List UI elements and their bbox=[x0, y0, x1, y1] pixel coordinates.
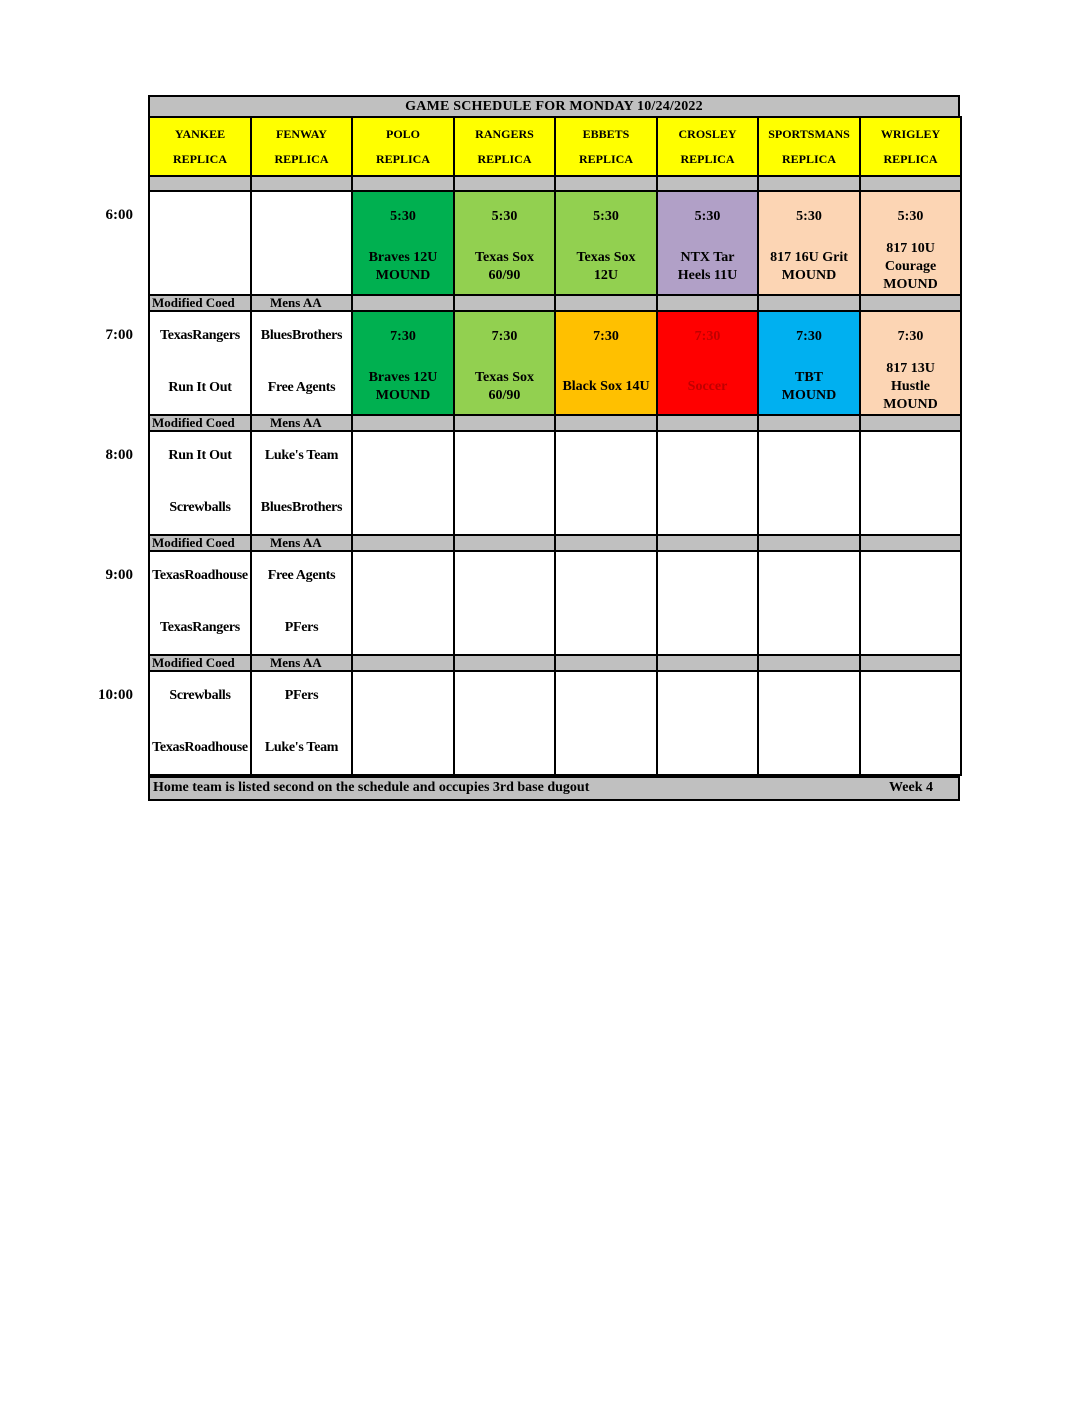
field-subtitle: REPLICA bbox=[680, 151, 735, 166]
team-cell bbox=[148, 670, 252, 776]
field-header bbox=[351, 116, 455, 177]
slot-time: 7:30 bbox=[593, 329, 619, 344]
field-subtitle: REPLICA bbox=[883, 151, 938, 166]
slot-game: Texas Sox 60/90 bbox=[474, 370, 534, 403]
slot-game: Texas Sox 12U bbox=[576, 250, 636, 283]
away-team: Run It Out bbox=[168, 448, 232, 463]
field-header bbox=[453, 116, 556, 177]
field-name: FENWAY bbox=[276, 126, 327, 141]
field-subtitle: REPLICA bbox=[781, 151, 836, 166]
empty-slot bbox=[656, 550, 759, 656]
team-cell bbox=[148, 430, 252, 536]
home-team: Luke's Team bbox=[264, 740, 339, 755]
game-slot bbox=[351, 310, 455, 416]
field-subtitle: REPLICA bbox=[578, 151, 633, 166]
game-slot bbox=[656, 310, 759, 416]
field-name: RANGERS bbox=[475, 126, 534, 141]
slot-time: 5:30 bbox=[390, 209, 416, 224]
empty-slot bbox=[351, 670, 455, 776]
slot-game: Texas Sox 60/90 bbox=[474, 250, 534, 283]
empty-slot bbox=[554, 670, 658, 776]
home-team: Blues Brothers bbox=[260, 500, 343, 515]
league-label-coed: Modified Coed bbox=[148, 534, 252, 552]
team-cell bbox=[148, 550, 252, 656]
league-label-mens: Mens AA bbox=[250, 294, 353, 312]
slot-game: 817 16U Grit MOUND bbox=[770, 250, 848, 283]
slot-game: Braves 12U MOUND bbox=[368, 250, 438, 283]
league-label-mens: Mens AA bbox=[250, 414, 353, 432]
league-label-coed: Modified Coed bbox=[148, 414, 252, 432]
field-header bbox=[250, 116, 353, 177]
team-cell bbox=[148, 310, 252, 416]
game-slot bbox=[351, 190, 455, 296]
away-team bbox=[252, 196, 351, 236]
slot-time: 5:30 bbox=[897, 209, 924, 224]
field-name: CROSLEY bbox=[678, 126, 737, 141]
team-cell bbox=[148, 190, 252, 296]
week-label: Week 4 bbox=[889, 780, 933, 795]
team-cell bbox=[250, 310, 353, 416]
game-slot bbox=[453, 310, 556, 416]
team-cell bbox=[250, 670, 353, 776]
time-label: 7:00 bbox=[105, 327, 133, 343]
slot-time: 5:30 bbox=[694, 209, 721, 224]
slot-time: 7:30 bbox=[694, 329, 721, 344]
field-header bbox=[757, 116, 861, 177]
slot-time: 7:30 bbox=[897, 329, 924, 344]
team-cell bbox=[250, 430, 353, 536]
empty-slot bbox=[554, 550, 658, 656]
field-header bbox=[148, 116, 252, 177]
away-team: Texas Rangers bbox=[160, 328, 240, 343]
slot-game: 817 10U Courage MOUND bbox=[883, 241, 938, 292]
game-slot bbox=[554, 190, 658, 296]
away-team: PFers bbox=[284, 688, 319, 703]
slot-game: Soccer bbox=[687, 379, 728, 394]
empty-slot bbox=[859, 430, 962, 536]
away-team: Texas Roadhouse bbox=[152, 568, 248, 583]
schedule-footer bbox=[148, 776, 960, 801]
field-subtitle: REPLICA bbox=[477, 151, 532, 166]
empty-slot bbox=[453, 430, 556, 536]
time-label: 6:00 bbox=[105, 207, 133, 223]
empty-slot bbox=[757, 670, 861, 776]
field-subtitle: REPLICA bbox=[375, 151, 430, 166]
field-header bbox=[554, 116, 658, 177]
empty-slot bbox=[453, 670, 556, 776]
field-name: SPORTSMANS bbox=[768, 126, 850, 141]
empty-slot bbox=[757, 430, 861, 536]
home-team bbox=[252, 248, 351, 288]
empty-slot bbox=[351, 550, 455, 656]
home-team bbox=[150, 248, 250, 288]
game-slot bbox=[859, 190, 962, 296]
field-subtitle: REPLICA bbox=[172, 151, 227, 166]
schedule-title: GAME SCHEDULE FOR MONDAY 10/24/2022 bbox=[148, 95, 960, 118]
slot-game: 817 13U Hustle MOUND bbox=[883, 361, 938, 412]
empty-slot bbox=[351, 430, 455, 536]
away-team: Luke's Team bbox=[264, 448, 339, 463]
slot-time: 7:30 bbox=[491, 329, 518, 344]
field-name: WRIGLEY bbox=[880, 126, 941, 141]
footer-note: Home team is listed second on the schedule and occupies 3rd base dugout bbox=[153, 780, 590, 795]
slot-time: 5:30 bbox=[796, 209, 822, 224]
time-label: 8:00 bbox=[105, 447, 133, 463]
game-slot bbox=[757, 190, 861, 296]
time-label: 10:00 bbox=[98, 687, 133, 703]
empty-slot bbox=[859, 550, 962, 656]
empty-slot bbox=[554, 430, 658, 536]
field-subtitle: REPLICA bbox=[274, 151, 329, 166]
empty-slot bbox=[859, 670, 962, 776]
game-schedule-table bbox=[98, 95, 960, 801]
slot-time: 7:30 bbox=[796, 329, 822, 344]
empty-slot bbox=[656, 670, 759, 776]
league-label-coed: Modified Coed bbox=[148, 294, 252, 312]
field-name: YANKEE bbox=[174, 126, 226, 141]
game-slot bbox=[453, 190, 556, 296]
game-slot bbox=[859, 310, 962, 416]
time-label: 9:00 bbox=[105, 567, 133, 583]
away-team: Free Agents bbox=[267, 568, 336, 583]
slot-time: 7:30 bbox=[390, 329, 416, 344]
game-slot bbox=[554, 310, 658, 416]
away-team bbox=[150, 196, 250, 236]
game-slot bbox=[757, 310, 861, 416]
home-team: Free Agents bbox=[267, 380, 336, 395]
slot-game: TBT MOUND bbox=[781, 370, 837, 403]
empty-slot bbox=[757, 550, 861, 656]
away-team: Blues Brothers bbox=[260, 328, 343, 343]
home-team: PFers bbox=[284, 620, 319, 635]
game-slot bbox=[656, 190, 759, 296]
away-team: Screwballs bbox=[169, 688, 231, 703]
league-label-coed: Modified Coed bbox=[148, 654, 252, 672]
field-name: EBBETS bbox=[582, 126, 630, 141]
slot-game: Black Sox 14U bbox=[562, 379, 650, 394]
home-team: Screwballs bbox=[169, 500, 231, 515]
home-team: Run It Out bbox=[168, 380, 232, 395]
slot-game: Braves 12U MOUND bbox=[368, 370, 438, 403]
field-name: POLO bbox=[385, 126, 420, 141]
league-label-mens: Mens AA bbox=[250, 534, 353, 552]
empty-slot bbox=[453, 550, 556, 656]
league-label-mens: Mens AA bbox=[250, 654, 353, 672]
team-cell bbox=[250, 550, 353, 656]
slot-time: 5:30 bbox=[491, 209, 518, 224]
empty-slot bbox=[656, 430, 759, 536]
slot-game: NTX Tar Heels 11U bbox=[677, 250, 738, 283]
field-header bbox=[859, 116, 962, 177]
home-team: Texas Roadhouse bbox=[152, 740, 248, 755]
team-cell bbox=[250, 190, 353, 296]
home-team: Texas Rangers bbox=[160, 620, 240, 635]
field-header bbox=[656, 116, 759, 177]
slot-time: 5:30 bbox=[593, 209, 619, 224]
